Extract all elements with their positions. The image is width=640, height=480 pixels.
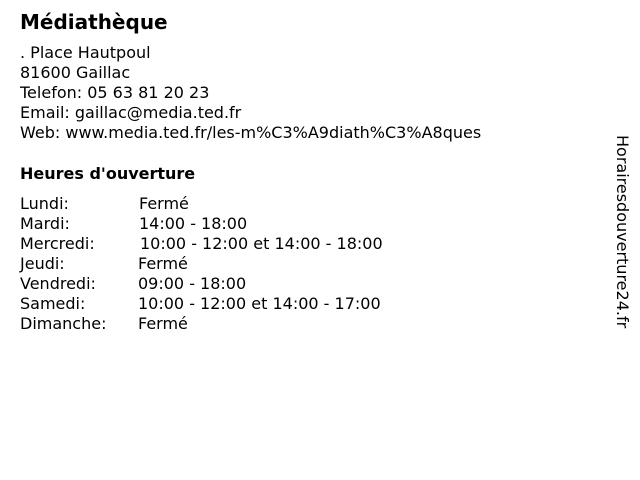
time-value: 10:00 - 12:00 et 14:00 - 17:00 [138,294,381,313]
day-label: Samedi: [20,294,86,313]
day-label: Mercredi: [20,234,95,253]
address-city: 81600 Gaillac [20,63,131,82]
email-address: Email: gaillac@media.ted.fr [20,103,242,122]
time-value: Fermé [138,314,188,333]
day-label: Vendredi: [20,274,96,293]
time-value: Fermé [139,194,189,213]
website-url: Web: www.media.ted.fr/les-m%C3%A9diath%C3%A8ques [20,123,482,142]
opening-hours-heading: Heures d'ouverture [20,164,196,183]
time-value: 09:00 - 18:00 [138,274,247,293]
day-label: Mardi: [20,214,70,233]
phone-number: Telefon: 05 63 81 20 23 [20,83,210,102]
day-label: Dimanche: [20,314,107,333]
address-street: . Place Hautpoul [20,43,151,62]
day-label: Lundi: [20,194,69,213]
time-value: 10:00 - 12:00 et 14:00 - 18:00 [140,234,383,253]
page-title: Médiathèque [20,10,168,34]
site-watermark: Horairesdouverture24.fr [613,135,632,329]
address-block [20,43,481,143]
day-label: Jeudi: [20,254,65,273]
time-value: Fermé [138,254,188,273]
time-value: 14:00 - 18:00 [139,214,248,233]
